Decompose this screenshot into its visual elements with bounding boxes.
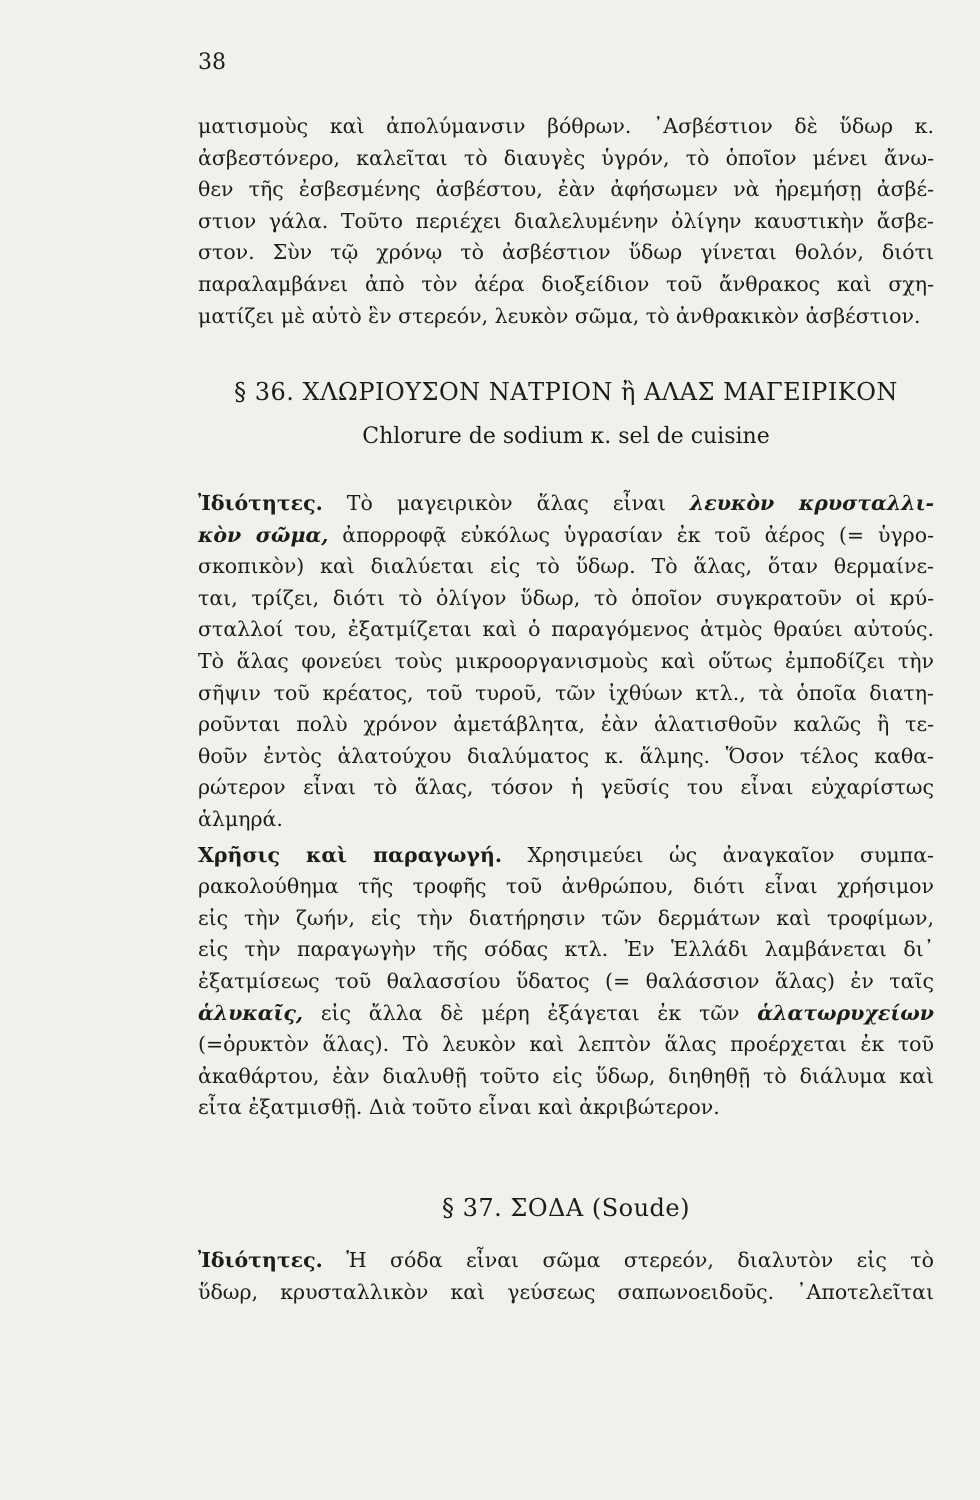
section-36-title: § 36. ΧΛΩΡΙΟΥΣΟΝ ΝΑΤΡΙΟΝ ἢ ΑΛΑΣ ΜΑΓΕΙΡΙΚΟΝ bbox=[234, 378, 898, 406]
text-line: σταλλοί του, ἐξατμίζεται καὶ ὁ παραγόμενος ἀτμὸς θραύει αὐτούς. bbox=[198, 617, 934, 642]
text-line: (=ὀρυκτὸν ἅλας). Τὸ λευκὸν καὶ λεπτὸν ἅλας προέρχεται ἐκ τοῦ bbox=[198, 1032, 934, 1057]
text-line: στον. Σὺν τῷ χρόνῳ τὸ ἀσβέστιον ὕδωρ γίνεται θολόν, διότι bbox=[198, 240, 934, 265]
inline-text: εἰς ἄλλα δὲ μέρη ἐξάγεται ἐκ τῶν bbox=[303, 1000, 758, 1025]
emphasis-term: λευκὸν κρυσταλλι- bbox=[689, 491, 934, 515]
text-line: ρώτερον εἶναι τὸ ἅλας, τόσον ἡ γεῦσίς του εἶναι εὐχαρίστως bbox=[198, 775, 934, 800]
text-line: ρακολούθημα τῆς τροφῆς τοῦ ἀνθρώπου, διότι εἶναι χρήσιμον bbox=[198, 874, 934, 899]
text-line bbox=[198, 488, 934, 520]
text-line: ὕδωρ, κρυσταλλικὸν καὶ γεύσεως σαπωνοειδοῦς. ᾿Αποτελεῖται bbox=[198, 1279, 934, 1304]
text-line: ἐξατμίσεως τοῦ θαλασσίου ὕδατος (= θαλάσσιον ἅλας) ἐν ταῖς bbox=[198, 968, 934, 993]
text-line: ται, τρίζει, διότι τὸ ὀλίγον ὕδωρ, τὸ ὁποῖον συγκρατοῦν οἱ κρύ- bbox=[198, 585, 934, 610]
text-line: ἀκαθάρτου, ἐὰν διαλυθῇ τοῦτο εἰς ὕδωρ, διηθηθῇ τὸ διάλυμα καὶ bbox=[198, 1063, 934, 1088]
text-line: σκοπικὸν) καὶ διαλύεται εἰς τὸ ὕδωρ. Τὸ ἅλας, ὅταν θερμαίνε- bbox=[198, 554, 934, 579]
bold-term: Ἰδιότητες. bbox=[198, 1248, 323, 1272]
text-line: θοῦν ἐντὸς ἁλατούχου διαλύματος κ. ἅλμης. Ὅσον τέλος καθα- bbox=[198, 743, 934, 768]
bold-term: Ἰδιότητες. bbox=[198, 491, 323, 515]
emphasis-term: ἁλατωρυχείων bbox=[757, 1000, 934, 1025]
text-line bbox=[198, 520, 934, 552]
paragraph-lime-water bbox=[198, 111, 934, 332]
text-line: ματισμοὺς καὶ ἀπολύμανσιν βόθρων. ᾿Ασβέστιον δὲ ὕδωρ κ. bbox=[198, 114, 934, 138]
inline-text: Ἡ σόδα εἶναι σῶμα στερεόν, διαλυτὸν εἰς τὸ bbox=[322, 1248, 934, 1272]
text-line bbox=[198, 1245, 934, 1277]
inline-text: Χρησιμεύει ὡς ἀναγκαῖον συμπα- bbox=[502, 842, 934, 867]
text-line: εἰς τὴν παραγωγὴν τῆς σόδας κτλ. Ἐν Ἑλλάδι λαμβάνεται δι᾿ bbox=[198, 937, 934, 962]
text-line bbox=[198, 840, 934, 872]
inline-text: ἀπορροφᾷ εὐκόλως ὑγρασίαν ἐκ τοῦ ἀέρος (= ὑγρο- bbox=[328, 522, 934, 547]
bold-term: Χρῆσις καὶ παραγωγή. bbox=[198, 842, 502, 867]
text-line: ἁλμηρά. bbox=[198, 806, 283, 831]
text-line: εἰς τὴν ζωήν, εἰς τὴν διατήρησιν τῶν δερμάτων καὶ τροφίμων, bbox=[198, 905, 934, 930]
text-line: ματίζει μὲ αὐτὸ ἓν στερεόν, λευκὸν σῶμα, τὸ ἀνθρακικὸν ἀσβέστιον. bbox=[198, 303, 921, 328]
page-number: 38 bbox=[198, 50, 226, 75]
text-line: θεν τῆς ἐσβεσμένης ἀσβέστου, ἐὰν ἀφήσωμεν νὰ ἠρεμήσῃ ἀσβέ- bbox=[198, 177, 934, 202]
text-line: ἀσβεστόνερο, καλεῖται τὸ διαυγὲς ὑγρόν, τὸ ὁποῖον μένει ἄνω- bbox=[198, 145, 934, 170]
paragraph-properties-soda bbox=[198, 1245, 934, 1308]
text-line: εἶτα ἐξατμισθῇ. Διὰ τοῦτο εἶναι καὶ ἀκριβώτερον. bbox=[198, 1095, 720, 1120]
text-line: Τὸ ἅλας φονεύει τοὺς μικροοργανισμοὺς καὶ οὕτως ἐμποδίζει τὴν bbox=[198, 648, 934, 673]
text-line: στιον γάλα. Τοῦτο περιέχει διαλελυμένην ὀλίγην καυστικὴν ἄσβε- bbox=[198, 208, 934, 233]
section-37-title: § 37. ΣΟΔΑ (Soude) bbox=[441, 1194, 690, 1222]
text-line: παραλαμβάνει ἀπὸ τὸν ἀέρα διοξείδιον τοῦ ἄνθρακος καὶ σχη- bbox=[198, 271, 934, 296]
paragraph-properties-salt bbox=[198, 488, 934, 1124]
inline-text: Τὸ μαγειρικὸν ἅλας εἶναι bbox=[322, 491, 690, 515]
text-line: ροῦνται πολὺ χρόνον ἀμετάβλητα, ἐὰν ἁλατισθοῦν καλῶς ἢ τε- bbox=[198, 712, 934, 737]
text-line bbox=[198, 998, 934, 1030]
emphasis-term: κὸν σῶμα, bbox=[198, 522, 329, 547]
emphasis-term: ἁλυκαῖς, bbox=[198, 1000, 304, 1025]
section-36-subtitle: Chlorure de sodium κ. sel de cuisine bbox=[362, 424, 770, 449]
text-line: σῆψιν τοῦ κρέατος, τοῦ τυροῦ, τῶν ἰχθύων κτλ., τὰ ὁποῖα διατη- bbox=[198, 680, 934, 705]
